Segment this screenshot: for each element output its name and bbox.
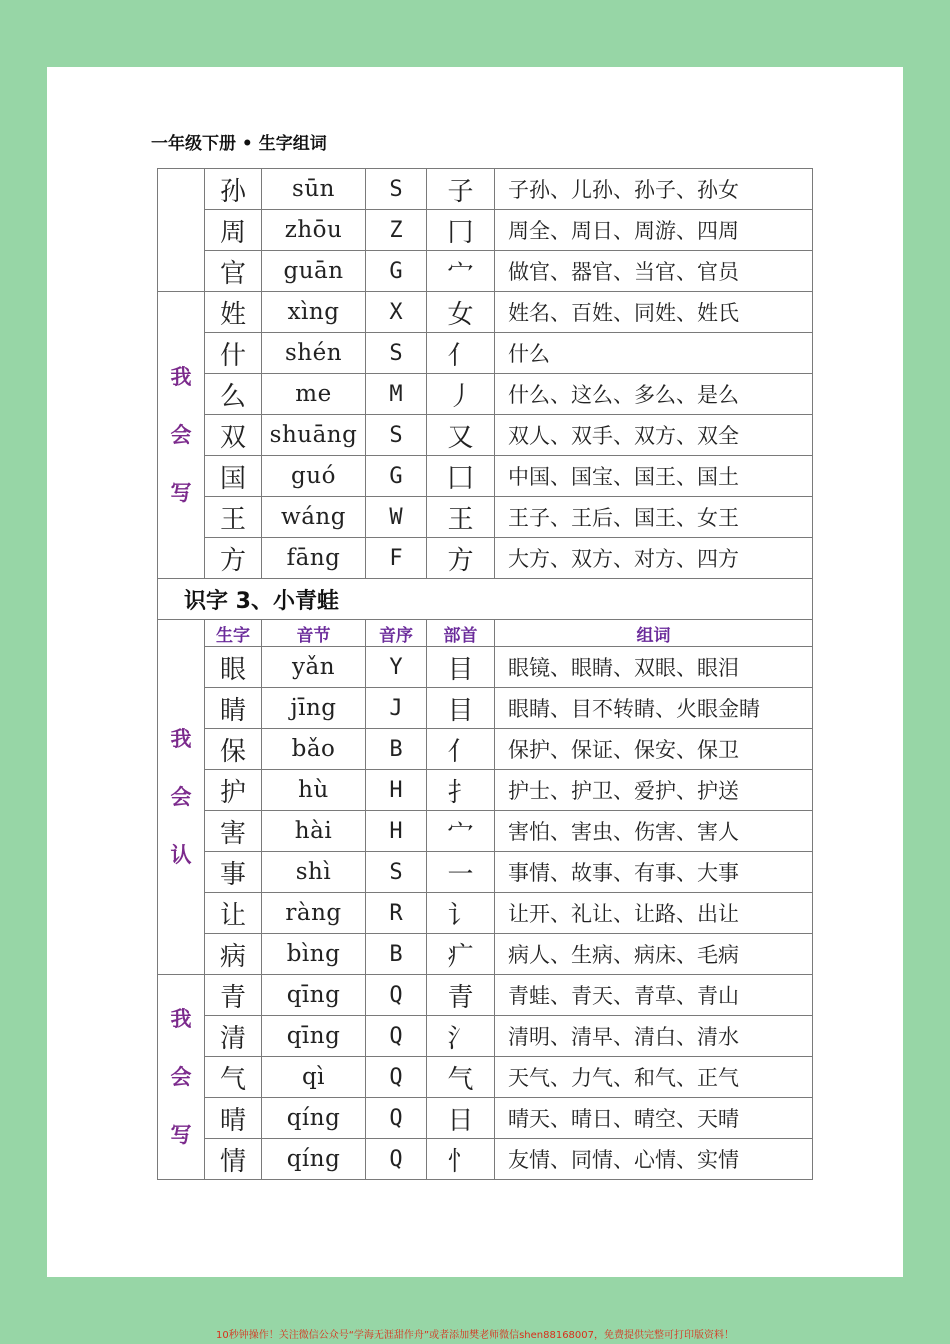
table-row <box>158 374 813 415</box>
table-row <box>158 811 813 852</box>
footer-notice: 10秒钟操作！关注微信公众号“学海无涯甜作舟”或者添加樊老师微信shen88168007，免费提供完整可打印版资料！ <box>215 1330 735 1341</box>
words-cell: 眼睛、目不转睛、火眼金睛 <box>495 688 813 729</box>
table-row <box>158 415 813 456</box>
initial-cell: W <box>366 497 427 538</box>
side-label-recognize: 我 会 认 <box>158 620 205 975</box>
words-cell: 王子、王后、国王、女王 <box>495 497 813 538</box>
header-char: 生字 <box>205 620 262 647</box>
initial-cell: J <box>366 688 427 729</box>
table-row <box>158 975 813 1016</box>
pinyin-cell: xìng <box>262 292 366 333</box>
pinyin-cell: fāng <box>262 538 366 579</box>
radical-cell: 疒 <box>427 934 495 975</box>
pinyin-cell: shì <box>262 852 366 893</box>
char-cell: 方 <box>205 538 262 579</box>
table-row <box>158 1016 813 1057</box>
words-cell: 病人、生病、病床、毛病 <box>495 934 813 975</box>
header-radical: 部首 <box>427 620 495 647</box>
table-row <box>158 729 813 770</box>
table-row <box>158 169 813 210</box>
initial-cell: H <box>366 770 427 811</box>
table-row <box>158 934 813 975</box>
radical-cell: 宀 <box>427 811 495 852</box>
header-pinyin: 音节 <box>262 620 366 647</box>
table-row <box>158 210 813 251</box>
radical-cell: 亻 <box>427 729 495 770</box>
words-cell: 保护、保证、保安、保卫 <box>495 729 813 770</box>
char-cell: 姓 <box>205 292 262 333</box>
char-cell: 气 <box>205 1057 262 1098</box>
table-row <box>158 770 813 811</box>
pinyin-cell: shén <box>262 333 366 374</box>
worksheet-page <box>47 67 903 1277</box>
pinyin-cell: wáng <box>262 497 366 538</box>
table-row <box>158 497 813 538</box>
table-row <box>158 251 813 292</box>
pinyin-cell: qíng <box>262 1098 366 1139</box>
words-cell: 友情、同情、心情、实情 <box>495 1139 813 1180</box>
side-label-write: 我 会 写 <box>158 292 205 579</box>
pinyin-cell: guó <box>262 456 366 497</box>
pinyin-cell: me <box>262 374 366 415</box>
words-cell: 做官、器官、当官、官员 <box>495 251 813 292</box>
char-cell: 事 <box>205 852 262 893</box>
initial-cell: M <box>366 374 427 415</box>
words-cell: 什么、这么、多么、是么 <box>495 374 813 415</box>
pinyin-cell: guān <box>262 251 366 292</box>
initial-cell: G <box>366 251 427 292</box>
radical-cell: 宀 <box>427 251 495 292</box>
pinyin-cell: zhōu <box>262 210 366 251</box>
initial-cell: S <box>366 333 427 374</box>
initial-cell: Q <box>366 1139 427 1180</box>
pinyin-cell: qì <box>262 1057 366 1098</box>
radical-cell: 女 <box>427 292 495 333</box>
char-cell: 青 <box>205 975 262 1016</box>
document-title: 一年级下册 • 生字组词 <box>151 134 327 154</box>
initial-cell: Q <box>366 1057 427 1098</box>
radical-cell: 冂 <box>427 210 495 251</box>
table-row <box>158 1139 813 1180</box>
words-cell: 双人、双手、双方、双全 <box>495 415 813 456</box>
char-cell: 情 <box>205 1139 262 1180</box>
words-cell: 姓名、百姓、同姓、姓氏 <box>495 292 813 333</box>
initial-cell: S <box>366 852 427 893</box>
pinyin-cell: qīng <box>262 975 366 1016</box>
table-row <box>158 333 813 374</box>
words-cell: 眼镜、眼睛、双眼、眼泪 <box>495 647 813 688</box>
pinyin-cell: bìng <box>262 934 366 975</box>
words-cell: 周全、周日、周游、四周 <box>495 210 813 251</box>
words-cell: 天气、力气、和气、正气 <box>495 1057 813 1098</box>
initial-cell: B <box>366 934 427 975</box>
initial-cell: Z <box>366 210 427 251</box>
words-cell: 害怕、害虫、伤害、害人 <box>495 811 813 852</box>
table-row <box>158 1098 813 1139</box>
words-cell: 青蛙、青天、青草、青山 <box>495 975 813 1016</box>
side-label-write: 我 会 写 <box>158 975 205 1180</box>
section-title: 识字 3、小青蛙 <box>158 579 813 620</box>
char-cell: 周 <box>205 210 262 251</box>
pinyin-cell: hài <box>262 811 366 852</box>
table-row <box>158 852 813 893</box>
char-cell: 孙 <box>205 169 262 210</box>
char-cell: 让 <box>205 893 262 934</box>
initial-cell: Q <box>366 1098 427 1139</box>
initial-cell: S <box>366 169 427 210</box>
initial-cell: X <box>366 292 427 333</box>
vocab-table <box>157 168 813 1180</box>
initial-cell: H <box>366 811 427 852</box>
initial-cell: F <box>366 538 427 579</box>
initial-cell: G <box>366 456 427 497</box>
char-cell: 病 <box>205 934 262 975</box>
table-row <box>158 688 813 729</box>
initial-cell: S <box>366 415 427 456</box>
char-cell: 双 <box>205 415 262 456</box>
words-cell: 大方、双方、对方、四方 <box>495 538 813 579</box>
radical-cell: 忄 <box>427 1139 495 1180</box>
words-cell: 晴天、晴日、晴空、天晴 <box>495 1098 813 1139</box>
pinyin-cell: qíng <box>262 1139 366 1180</box>
pinyin-cell: hù <box>262 770 366 811</box>
radical-cell: 子 <box>427 169 495 210</box>
pinyin-cell: jīng <box>262 688 366 729</box>
words-cell: 中国、国宝、国王、国土 <box>495 456 813 497</box>
header-words: 组词 <box>495 620 813 647</box>
section-row <box>158 579 813 620</box>
radical-cell: 氵 <box>427 1016 495 1057</box>
radical-cell: 一 <box>427 852 495 893</box>
table-row <box>158 1057 813 1098</box>
char-cell: 保 <box>205 729 262 770</box>
char-cell: 清 <box>205 1016 262 1057</box>
words-cell: 护士、护卫、爱护、护送 <box>495 770 813 811</box>
radical-cell: 亻 <box>427 333 495 374</box>
initial-cell: Y <box>366 647 427 688</box>
char-cell: 护 <box>205 770 262 811</box>
pinyin-cell: shuāng <box>262 415 366 456</box>
words-cell: 清明、清早、清白、清水 <box>495 1016 813 1057</box>
header-row <box>158 620 813 647</box>
radical-cell: 青 <box>427 975 495 1016</box>
radical-cell: 目 <box>427 688 495 729</box>
char-cell: 什 <box>205 333 262 374</box>
char-cell: 官 <box>205 251 262 292</box>
pinyin-cell: sūn <box>262 169 366 210</box>
radical-cell: 目 <box>427 647 495 688</box>
radical-cell: 又 <box>427 415 495 456</box>
table-row <box>158 292 813 333</box>
pinyin-cell: ràng <box>262 893 366 934</box>
initial-cell: Q <box>366 1016 427 1057</box>
table-row <box>158 647 813 688</box>
table-row <box>158 538 813 579</box>
words-cell: 事情、故事、有事、大事 <box>495 852 813 893</box>
pinyin-cell: qīng <box>262 1016 366 1057</box>
table-row <box>158 456 813 497</box>
table-row <box>158 893 813 934</box>
radical-cell: 日 <box>427 1098 495 1139</box>
initial-cell: Q <box>366 975 427 1016</box>
radical-cell: 讠 <box>427 893 495 934</box>
radical-cell: 囗 <box>427 456 495 497</box>
words-cell: 让开、礼让、让路、出让 <box>495 893 813 934</box>
pinyin-cell: yǎn <box>262 647 366 688</box>
initial-cell: R <box>366 893 427 934</box>
radical-cell: 王 <box>427 497 495 538</box>
char-cell: 睛 <box>205 688 262 729</box>
radical-cell: 方 <box>427 538 495 579</box>
char-cell: 眼 <box>205 647 262 688</box>
header-initial: 音序 <box>366 620 427 647</box>
char-cell: 么 <box>205 374 262 415</box>
char-cell: 国 <box>205 456 262 497</box>
char-cell: 害 <box>205 811 262 852</box>
char-cell: 王 <box>205 497 262 538</box>
radical-cell: 气 <box>427 1057 495 1098</box>
side-label-empty <box>158 169 205 292</box>
words-cell: 子孙、儿孙、孙子、孙女 <box>495 169 813 210</box>
radical-cell: 扌 <box>427 770 495 811</box>
words-cell: 什么 <box>495 333 813 374</box>
radical-cell: 丿 <box>427 374 495 415</box>
pinyin-cell: bǎo <box>262 729 366 770</box>
char-cell: 晴 <box>205 1098 262 1139</box>
initial-cell: B <box>366 729 427 770</box>
